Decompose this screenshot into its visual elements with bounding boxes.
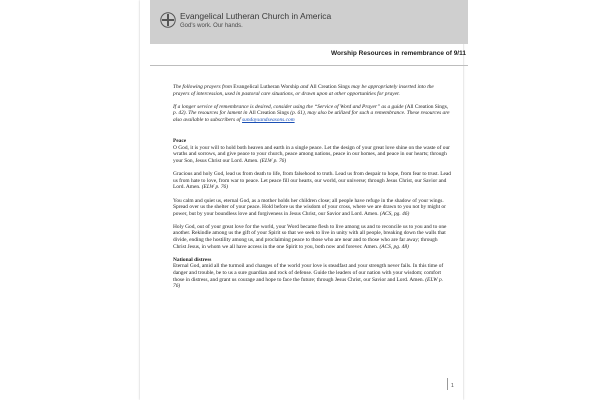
spacer bbox=[173, 130, 451, 138]
prayer-distress-1: Eternal God, amid all the turmoil and changes of the world your love is steadfast and your strength never fails. In this time of danger and trouble, be to us a sure guardian and rock of defense. Guide the leaders of our nation with your wisdom; comfort those in distress, and grant us courage and hope to face the future; through Jesus Christ, our Savior and Lord. Amen. (ELW p. 76) bbox=[173, 263, 444, 290]
page-number: 1 bbox=[451, 383, 454, 389]
section-heading-national-distress: National distress bbox=[173, 256, 212, 263]
page-number-divider bbox=[447, 378, 448, 390]
section-heading-peace: Peace bbox=[173, 138, 187, 145]
document-title: Worship Resources in remembrance of 9/11 bbox=[331, 50, 466, 57]
document-body bbox=[173, 84, 451, 296]
intro-paragraph-2: If a longer service of remembrance is desired, consider using the “Service of Word and Prayer” as a guide (All Creation Sings, p. 42). The resources for lament in All Creation Sings (p. 61), may also be utilized for such a remembrance. These resources are also available to subscribers of sundaysandseasons.com bbox=[173, 103, 450, 123]
title-divider bbox=[150, 65, 468, 66]
prayer-peace-2: Gracious and holy God, lead us from death to life, from falsehood to truth. Lead us from despair to hope, from fear to trust. Lead us from hate to love, from war to peace. Let peace fill our hearts, our world, our universe; through Jesus Christ, our Savior and Lord. Amen. (ELW p. 76) bbox=[173, 171, 451, 191]
intro-paragraph-1: The following prayers from Evangelical Lutheran Worship and All Creation Sings may be appropriately inserted into the prayers of intercession, used in pastoral care situations, or drawn upon at other opportunities for prayer. bbox=[173, 84, 434, 97]
prayer-peace-3: You calm and quiet us, eternal God, as a mother holds her children close; all people have refuge in the shadow of your wings. Spread over us the shelter of your peace. Hold before us the wisdom of your cross, where we are drawn to you not by might or power, but by your boundless love and forgiveness in Jesus Christ, our Savior and Lord. Amen. (ACS, pg. 46) bbox=[173, 197, 446, 217]
header-band bbox=[150, 0, 468, 44]
tagline: God's work. Our hands. bbox=[180, 23, 243, 29]
sundays-and-seasons-link[interactable]: sundaysandseasons.com bbox=[242, 116, 295, 123]
elca-cross-logo-icon bbox=[160, 12, 176, 28]
org-name: Evangelical Lutheran Church in America bbox=[180, 11, 332, 21]
prayer-peace-4: Holy God, out of your great love for the world, your Word became flesh to live among us and to reconcile us to you and to one another. Rekindle among us the gift of your Spirit so that we seek to live in unity with all people, breaking down the walls that divide, ending the hostility among us, and proclaiming peace to those who are near and to those who are far away; through Christ Jesus, in whom we all have access in the one Spirit to you, both now and forever. Amen. (ACS, pg. 48) bbox=[173, 223, 447, 250]
prayer-peace-1: O God, it is your will to hold both heaven and earth in a single peace. Let the design of your great love shine on the waste of our wraths and sorrows, and give peace to your church, peace among nations, peace in our homes, and peace in our hearts; through your Son, Jesus Christ our Lord. Amen. (ELW p. 76) bbox=[173, 144, 450, 164]
